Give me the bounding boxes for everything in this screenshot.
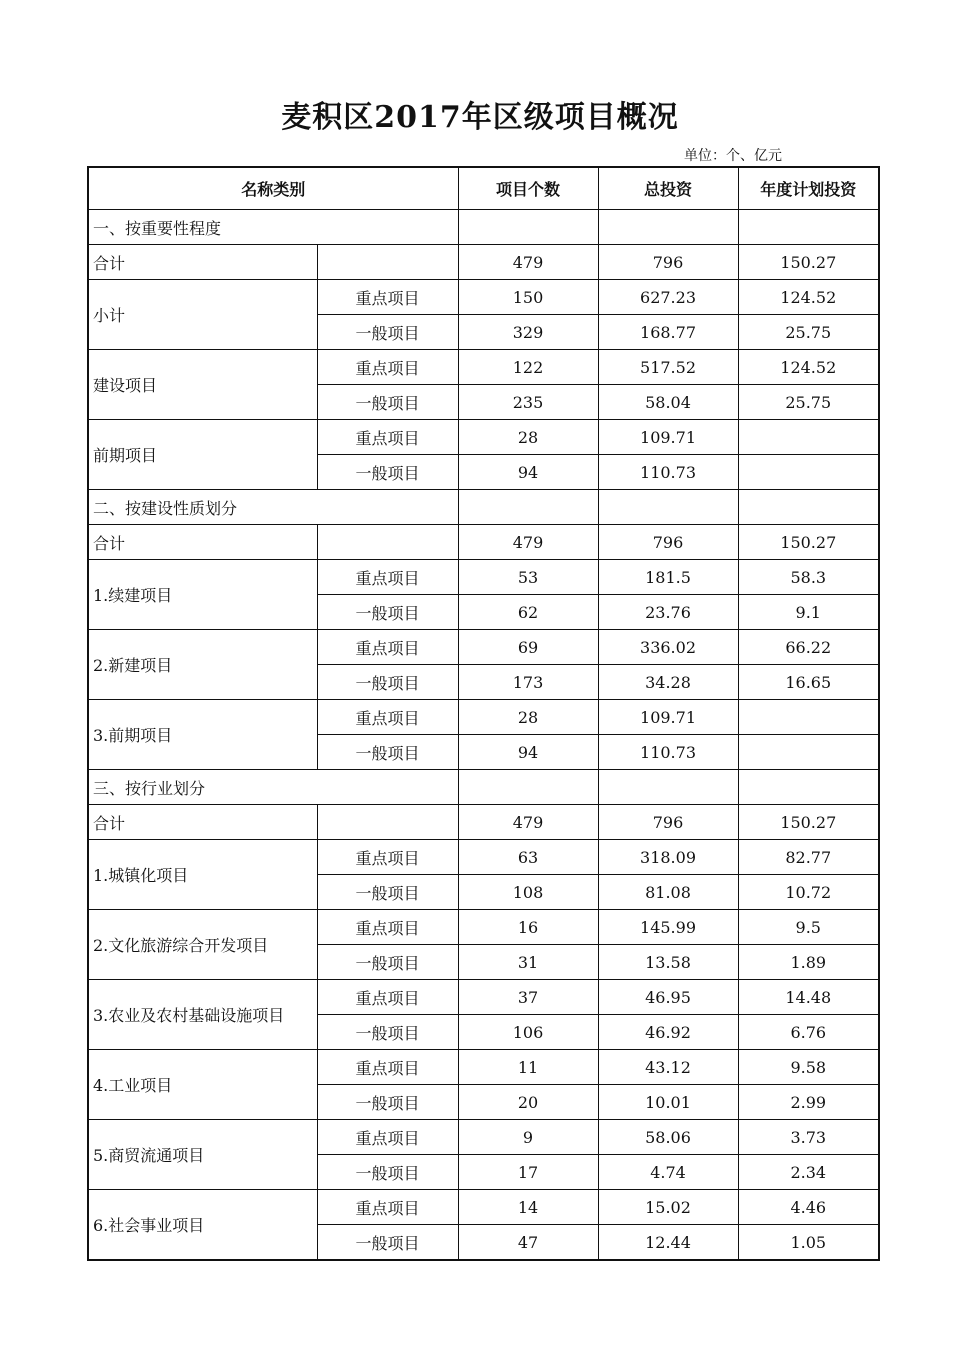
- empty-cell: [738, 210, 879, 245]
- project-type: 重点项目: [317, 1050, 458, 1085]
- project-count: 28: [458, 700, 598, 735]
- total-investment: 109.71: [598, 420, 738, 455]
- project-count: 17: [458, 1155, 598, 1190]
- header-annual: 年度计划投资: [738, 167, 879, 210]
- table-row: [88, 350, 879, 385]
- total-investment: 110.73: [598, 455, 738, 490]
- group-label: 1.城镇化项目: [88, 840, 317, 910]
- total-investment: 13.58: [598, 945, 738, 980]
- total-count: 479: [458, 525, 598, 560]
- group-label: 4.工业项目: [88, 1050, 317, 1120]
- project-type: 一般项目: [317, 1085, 458, 1120]
- project-count: 69: [458, 630, 598, 665]
- total-investment: 46.95: [598, 980, 738, 1015]
- total-invest: 796: [598, 805, 738, 840]
- table-row: [88, 1050, 879, 1085]
- total-annual: 150.27: [738, 525, 879, 560]
- total-investment: 168.77: [598, 315, 738, 350]
- project-count: 20: [458, 1085, 598, 1120]
- project-count: 108: [458, 875, 598, 910]
- project-count: 16: [458, 910, 598, 945]
- project-count: 9: [458, 1120, 598, 1155]
- project-count: 150: [458, 280, 598, 315]
- total-count: 479: [458, 805, 598, 840]
- total-label: 合计: [88, 805, 317, 840]
- table-row: [88, 840, 879, 875]
- annual-investment: [738, 455, 879, 490]
- page-title: 麦积区2017年区级项目概况: [281, 100, 679, 135]
- empty-cell: [598, 490, 738, 525]
- unit-note: 单位：个、亿元: [684, 148, 782, 164]
- project-count: 63: [458, 840, 598, 875]
- project-type: 一般项目: [317, 385, 458, 420]
- total-label: 合计: [88, 245, 317, 280]
- project-count: 235: [458, 385, 598, 420]
- annual-investment: 66.22: [738, 630, 879, 665]
- total-investment: 110.73: [598, 735, 738, 770]
- project-type: 一般项目: [317, 1155, 458, 1190]
- total-investment: 58.04: [598, 385, 738, 420]
- table-body: [88, 210, 879, 1261]
- total-investment: 81.08: [598, 875, 738, 910]
- project-type: 一般项目: [317, 945, 458, 980]
- section-label: 一、按重要性程度: [88, 210, 458, 245]
- project-type: 重点项目: [317, 350, 458, 385]
- group-label: 6.社会事业项目: [88, 1190, 317, 1261]
- project-type: 重点项目: [317, 280, 458, 315]
- total-annual: 150.27: [738, 805, 879, 840]
- project-count: 122: [458, 350, 598, 385]
- empty-cell: [738, 490, 879, 525]
- table-row: [88, 280, 879, 315]
- project-count: 14: [458, 1190, 598, 1225]
- project-count: 53: [458, 560, 598, 595]
- empty-cell: [317, 525, 458, 560]
- project-type: 重点项目: [317, 420, 458, 455]
- group-label: 3.前期项目: [88, 700, 317, 770]
- total-investment: 46.92: [598, 1015, 738, 1050]
- empty-cell: [458, 770, 598, 805]
- annual-investment: 124.52: [738, 350, 879, 385]
- group-label: 小计: [88, 280, 317, 350]
- total-investment: 181.5: [598, 560, 738, 595]
- total-invest: 796: [598, 525, 738, 560]
- project-count: 28: [458, 420, 598, 455]
- section-label: 三、按行业划分: [88, 770, 458, 805]
- empty-cell: [317, 245, 458, 280]
- total-investment: 336.02: [598, 630, 738, 665]
- project-table: [87, 166, 880, 1261]
- header-count: 项目个数: [458, 167, 598, 210]
- project-count: 94: [458, 735, 598, 770]
- annual-investment: 9.5: [738, 910, 879, 945]
- table-row: [88, 910, 879, 945]
- total-investment: 12.44: [598, 1225, 738, 1261]
- empty-cell: [458, 490, 598, 525]
- project-type: 一般项目: [317, 875, 458, 910]
- total-investment: 34.28: [598, 665, 738, 700]
- group-label: 2.新建项目: [88, 630, 317, 700]
- total-investment: 109.71: [598, 700, 738, 735]
- annual-investment: 16.65: [738, 665, 879, 700]
- annual-investment: 6.76: [738, 1015, 879, 1050]
- total-investment: 318.09: [598, 840, 738, 875]
- annual-investment: 58.3: [738, 560, 879, 595]
- project-type: 一般项目: [317, 1225, 458, 1261]
- annual-investment: 25.75: [738, 315, 879, 350]
- project-count: 329: [458, 315, 598, 350]
- total-investment: 627.23: [598, 280, 738, 315]
- table-row: [88, 700, 879, 735]
- group-label: 建设项目: [88, 350, 317, 420]
- annual-investment: 124.52: [738, 280, 879, 315]
- annual-investment: 82.77: [738, 840, 879, 875]
- project-count: 47: [458, 1225, 598, 1261]
- annual-investment: 14.48: [738, 980, 879, 1015]
- total-annual: 150.27: [738, 245, 879, 280]
- project-type: 一般项目: [317, 315, 458, 350]
- total-investment: 23.76: [598, 595, 738, 630]
- total-investment: 4.74: [598, 1155, 738, 1190]
- total-investment: 10.01: [598, 1085, 738, 1120]
- total-row: [88, 805, 879, 840]
- annual-investment: [738, 735, 879, 770]
- project-type: 重点项目: [317, 1120, 458, 1155]
- project-type: 重点项目: [317, 560, 458, 595]
- empty-cell: [317, 805, 458, 840]
- section-row: [88, 490, 879, 525]
- total-row: [88, 245, 879, 280]
- table-row: [88, 1120, 879, 1155]
- total-invest: 796: [598, 245, 738, 280]
- project-count: 173: [458, 665, 598, 700]
- project-count: 11: [458, 1050, 598, 1085]
- annual-investment: 3.73: [738, 1120, 879, 1155]
- project-type: 一般项目: [317, 595, 458, 630]
- group-label: 1.续建项目: [88, 560, 317, 630]
- section-row: [88, 770, 879, 805]
- project-count: 106: [458, 1015, 598, 1050]
- project-type: 重点项目: [317, 1190, 458, 1225]
- project-type: 一般项目: [317, 1015, 458, 1050]
- project-count: 37: [458, 980, 598, 1015]
- annual-investment: 10.72: [738, 875, 879, 910]
- group-label: 前期项目: [88, 420, 317, 490]
- group-label: 2.文化旅游综合开发项目: [88, 910, 317, 980]
- table-row: [88, 1190, 879, 1225]
- group-label: 5.商贸流通项目: [88, 1120, 317, 1190]
- empty-cell: [598, 210, 738, 245]
- annual-investment: 1.89: [738, 945, 879, 980]
- header-name: 名称类别: [88, 167, 458, 210]
- empty-cell: [738, 770, 879, 805]
- table-row: [88, 420, 879, 455]
- header-total: 总投资: [598, 167, 738, 210]
- project-type: 重点项目: [317, 840, 458, 875]
- group-label: 3.农业及农村基础设施项目: [88, 980, 317, 1050]
- total-label: 合计: [88, 525, 317, 560]
- table-row: [88, 560, 879, 595]
- annual-investment: 2.99: [738, 1085, 879, 1120]
- header-row: [88, 167, 879, 210]
- annual-investment: 9.58: [738, 1050, 879, 1085]
- project-type: 一般项目: [317, 665, 458, 700]
- project-count: 62: [458, 595, 598, 630]
- total-investment: 145.99: [598, 910, 738, 945]
- project-count: 31: [458, 945, 598, 980]
- project-type: 重点项目: [317, 910, 458, 945]
- total-count: 479: [458, 245, 598, 280]
- empty-cell: [598, 770, 738, 805]
- annual-investment: 1.05: [738, 1225, 879, 1261]
- annual-investment: 4.46: [738, 1190, 879, 1225]
- project-type: 重点项目: [317, 980, 458, 1015]
- empty-cell: [458, 210, 598, 245]
- total-row: [88, 525, 879, 560]
- total-investment: 517.52: [598, 350, 738, 385]
- annual-investment: 25.75: [738, 385, 879, 420]
- project-type: 一般项目: [317, 455, 458, 490]
- project-type: 一般项目: [317, 735, 458, 770]
- total-investment: 58.06: [598, 1120, 738, 1155]
- annual-investment: [738, 700, 879, 735]
- total-investment: 43.12: [598, 1050, 738, 1085]
- table-row: [88, 980, 879, 1015]
- table-row: [88, 630, 879, 665]
- annual-investment: 9.1: [738, 595, 879, 630]
- total-investment: 15.02: [598, 1190, 738, 1225]
- section-label: 二、按建设性质划分: [88, 490, 458, 525]
- project-type: 重点项目: [317, 630, 458, 665]
- section-row: [88, 210, 879, 245]
- annual-investment: 2.34: [738, 1155, 879, 1190]
- annual-investment: [738, 420, 879, 455]
- project-count: 94: [458, 455, 598, 490]
- project-type: 重点项目: [317, 700, 458, 735]
